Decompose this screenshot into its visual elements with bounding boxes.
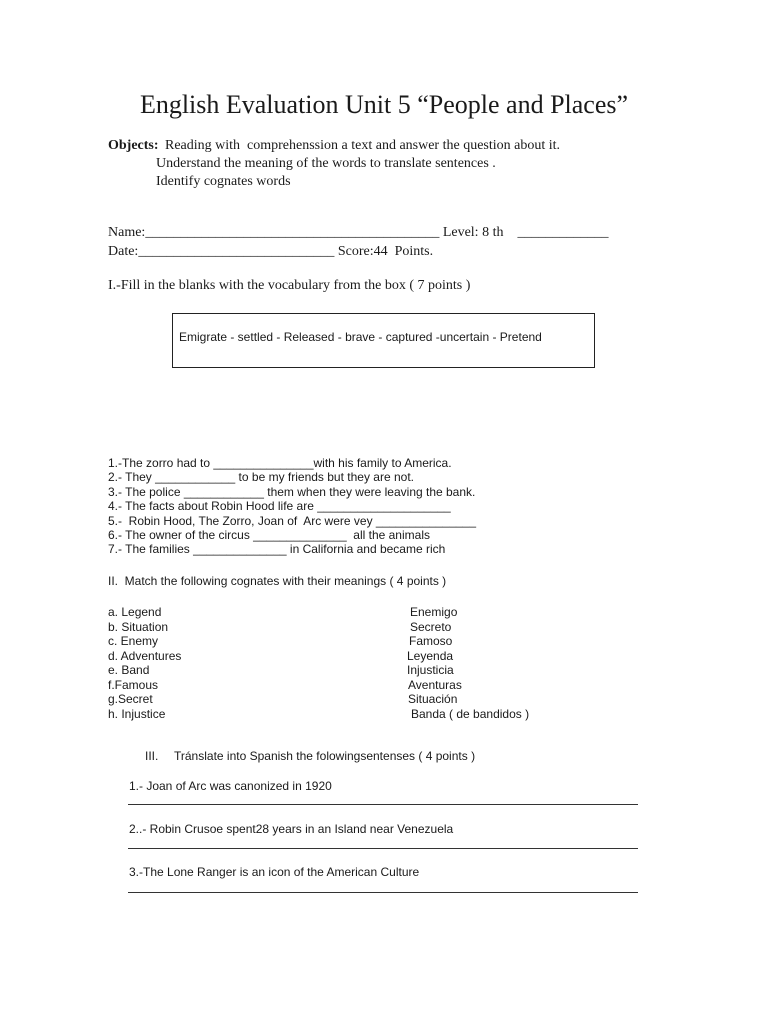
- translate-sentence: 3.-The Lone Ranger is an icon of the American Culture: [129, 865, 420, 879]
- match-meaning: Enemigo: [410, 605, 458, 619]
- match-term: e. Band: [108, 663, 150, 677]
- objectives-label: Objects:: [108, 138, 159, 153]
- page-title: English Evaluation Unit 5 “People and Places”: [139, 90, 629, 119]
- fill-blank-question: 5.- Robin Hood, The Zorro, Joan of Arc were vey _______________: [108, 514, 477, 528]
- match-term: b. Situation: [108, 620, 169, 634]
- fill-blank-question: 3.- The police ____________ them when they were leaving the bank.: [108, 485, 476, 499]
- match-term: a. Legend: [108, 605, 162, 619]
- objective-item: Understand the meaning of the words to translate sentences .: [156, 156, 496, 171]
- answer-line[interactable]: [128, 892, 638, 893]
- date-score-field[interactable]: Date:____________________________ Score:44 Points.: [108, 244, 434, 259]
- match-term: h. Injustice: [108, 707, 166, 721]
- match-meaning: Aventuras: [408, 678, 462, 692]
- match-meaning: Leyenda: [407, 649, 454, 663]
- match-term: f.Famous: [108, 678, 159, 692]
- match-meaning: Injusticia: [407, 663, 454, 677]
- translate-sentence: 2..- Robin Crusoe spent28 years in an Island near Venezuela: [129, 822, 454, 836]
- section-1-heading: I.-Fill in the blanks with the vocabulary from the box ( 7 points ): [108, 278, 471, 293]
- translate-sentence: 1.- Joan of Arc was canonized in 1920: [129, 779, 332, 793]
- section-2-heading: II. Match the following cognates with their meanings ( 4 points ): [108, 574, 447, 588]
- vocabulary-box: [172, 313, 595, 368]
- objective-item: Reading with comprehenssion a text and answer the question about it.: [165, 138, 561, 153]
- match-term: d. Adventures: [108, 649, 182, 663]
- fill-blank-question: 4.- The facts about Robin Hood life are ____________________: [108, 499, 451, 513]
- vocabulary-list: Emigrate - settled - Released - brave - captured -uncertain - Pretend: [179, 330, 542, 344]
- answer-line[interactable]: [128, 848, 638, 849]
- fill-blank-question: 7.- The families ______________ in California and became rich: [108, 542, 446, 556]
- match-term: g.Secret: [108, 692, 153, 706]
- section-3-number: III.: [145, 749, 159, 763]
- fill-blank-question: 2.- They ____________ to be my friends but they are not.: [108, 470, 414, 484]
- match-meaning: Banda ( de bandidos ): [411, 707, 530, 721]
- match-term: c. Enemy: [108, 634, 159, 648]
- match-meaning: Situación: [408, 692, 458, 706]
- fill-blank-question: 6.- The owner of the circus ______________ all the animals: [108, 528, 430, 542]
- objective-item: Identify cognates words: [156, 174, 291, 189]
- match-meaning: Famoso: [409, 634, 453, 648]
- section-3-heading: Tránslate into Spanish the folowingsentenses ( 4 points ): [174, 749, 476, 763]
- name-level-field[interactable]: Name:__________________________________________ Level: 8 th _____________: [108, 225, 609, 240]
- answer-line[interactable]: [128, 804, 638, 805]
- match-meaning: Secreto: [410, 620, 452, 634]
- fill-blank-question: 1.-The zorro had to _______________with his family to America.: [108, 456, 452, 470]
